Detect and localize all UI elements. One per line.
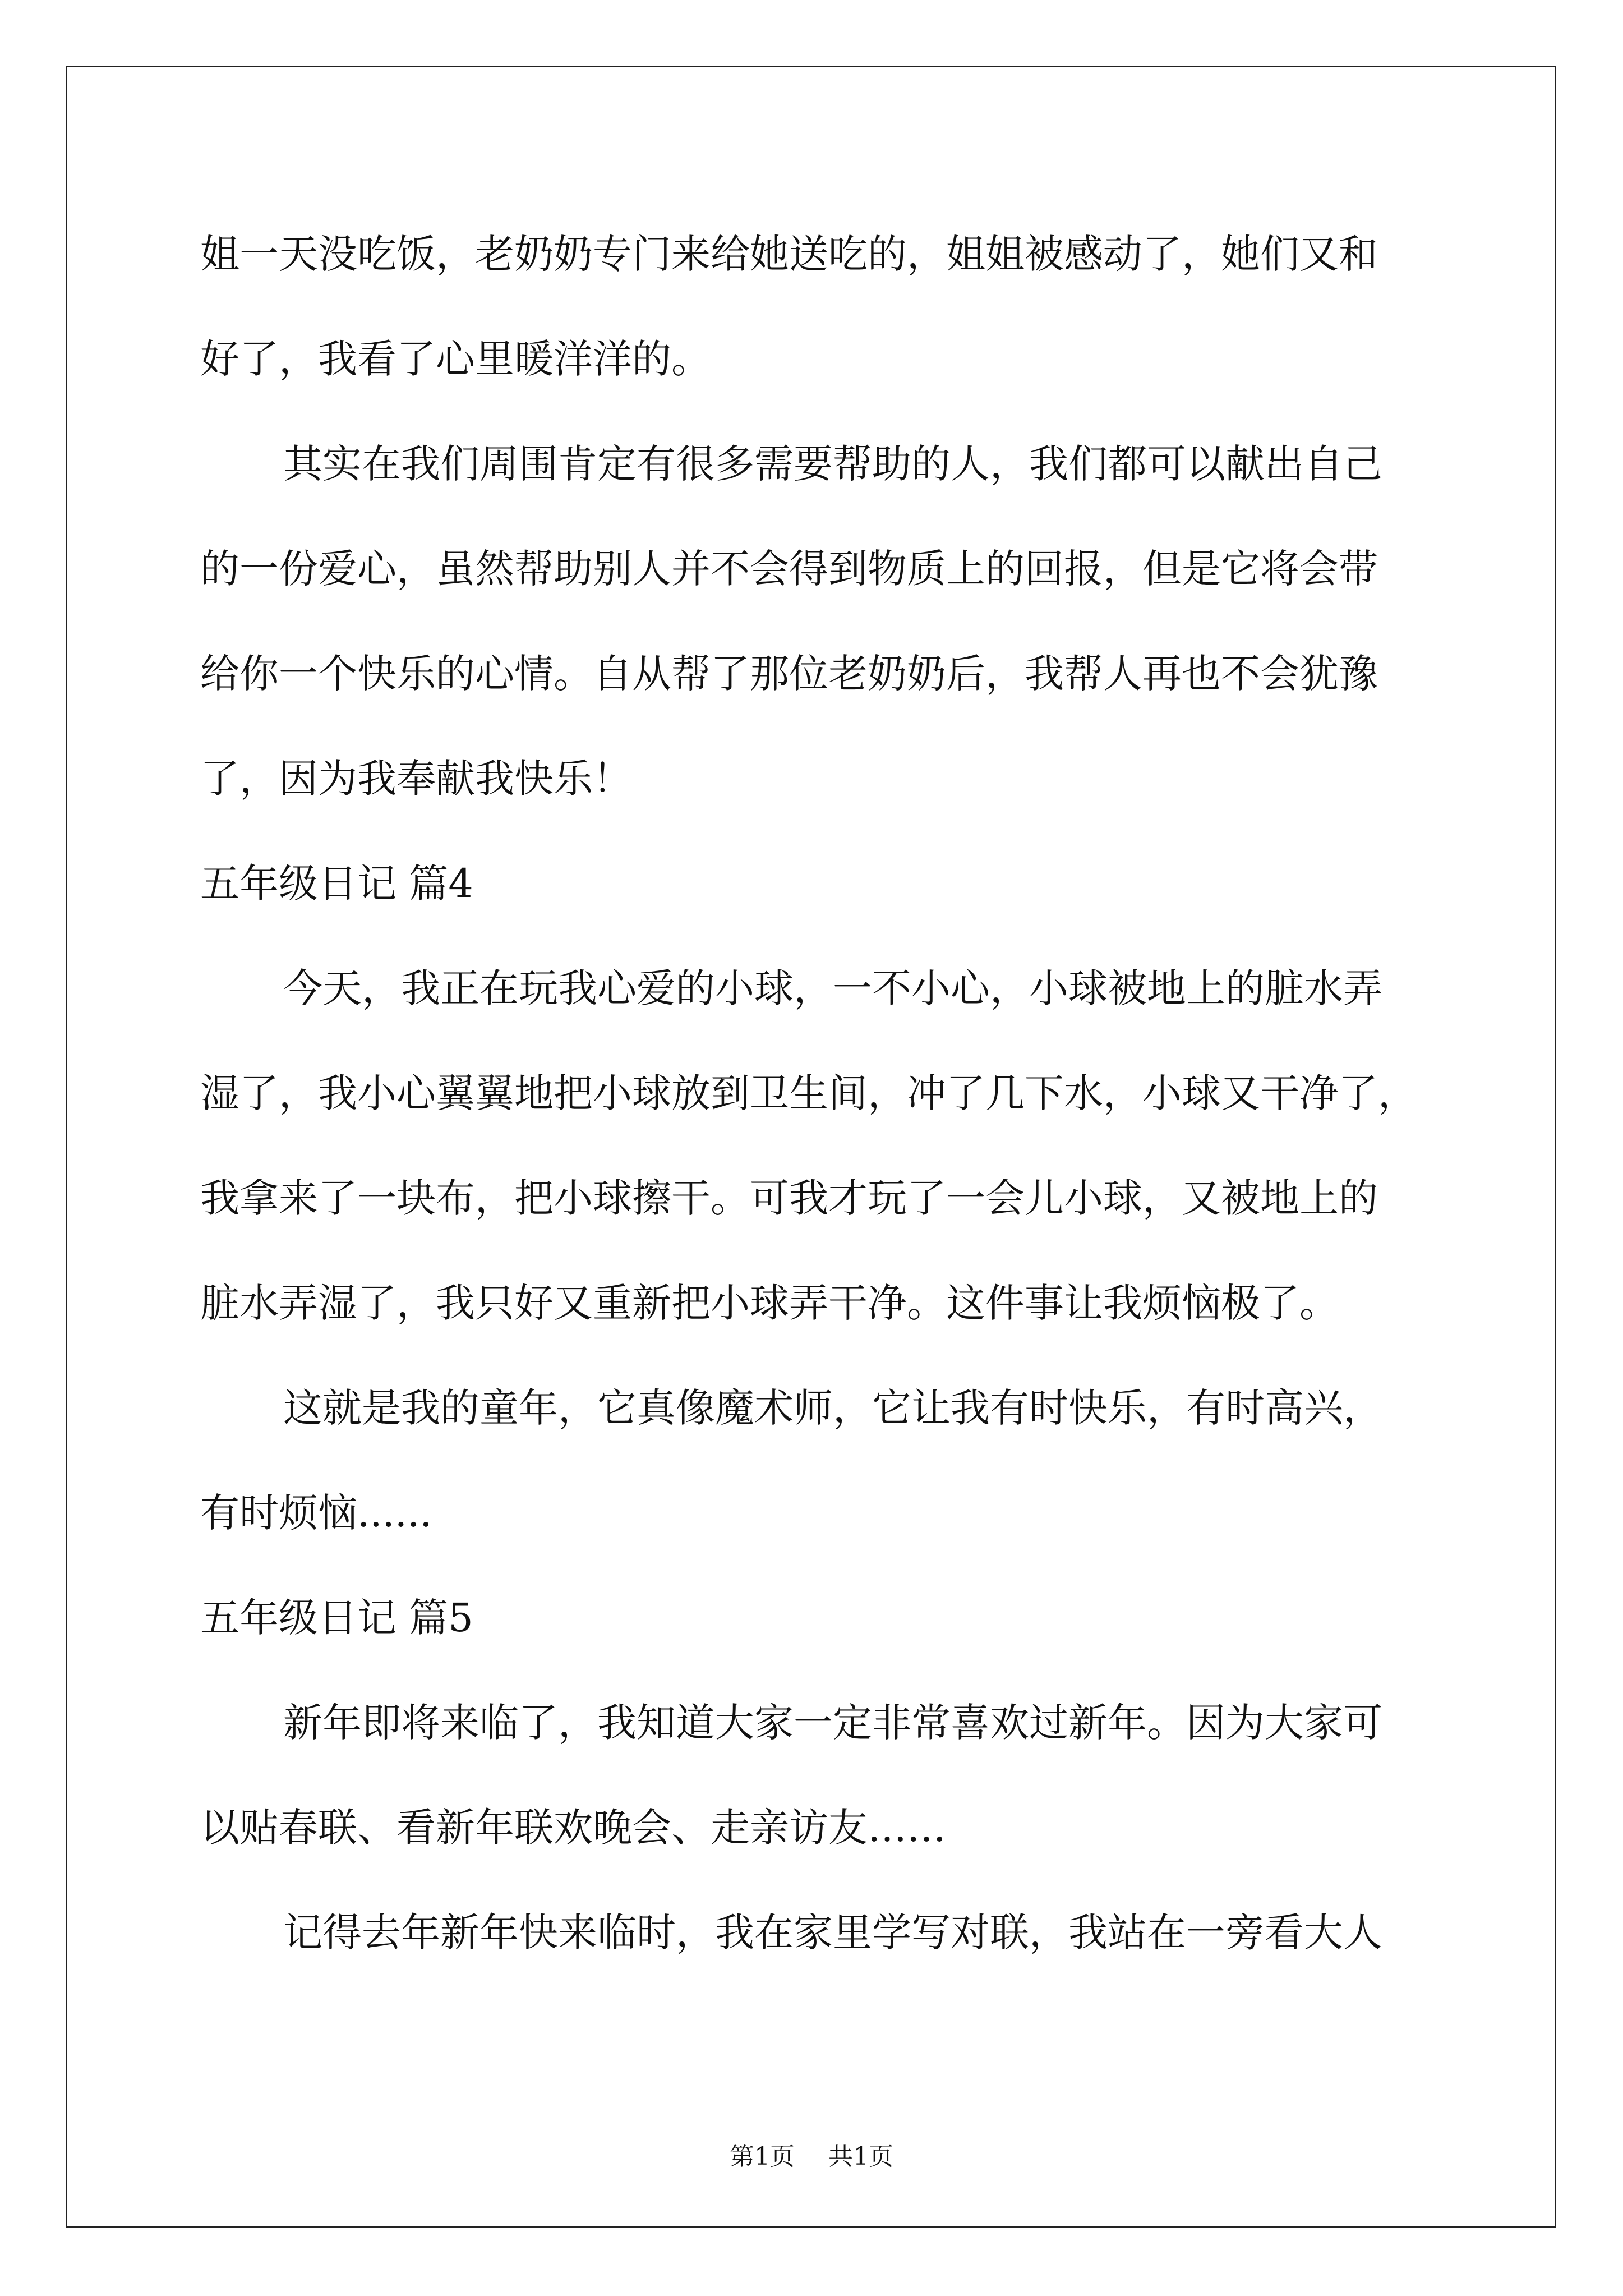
text-line: 脏水弄湿了，我只好又重新把小球弄干净。这件事让我烦恼极了。 <box>200 1280 1339 1326</box>
paragraph-start: 这就是我的童年，它真像魔术师，它让我有时快乐，有时高兴， <box>283 1385 1382 1431</box>
text-line: 有时烦恼...... <box>200 1490 432 1536</box>
page-number: 第1页 <box>730 2142 795 2171</box>
text-line: 姐一天没吃饭，老奶奶专门来给她送吃的，姐姐被感动了，她们又和 <box>200 231 1378 277</box>
page-total: 共1页 <box>828 2142 893 2171</box>
paragraph-start: 其实在我们周围肯定有很多需要帮助的人，我们都可以献出自己 <box>283 441 1382 487</box>
section-heading: 五年级日记 篇4 <box>200 861 473 907</box>
section-heading: 五年级日记 篇5 <box>200 1595 473 1641</box>
paragraph-start: 记得去年新年快来临时，我在家里学写对联，我站在一旁看大人 <box>283 1910 1382 1955</box>
text-line: 的一份爱心，虽然帮助别人并不会得到物质上的回报，但是它将会带 <box>200 546 1378 592</box>
text-line: 我拿来了一块布，把小球擦干。可我才玩了一会儿小球，又被地上的 <box>200 1175 1378 1221</box>
paragraph-start: 新年即将来临了，我知道大家一定非常喜欢过新年。因为大家可 <box>283 1700 1382 1746</box>
document-body <box>200 202 1428 1985</box>
text-line: 了，因为我奉献我快乐！ <box>200 756 632 802</box>
text-line: 湿了，我小心翼翼地把小球放到卫生间，冲了几下水，小球又干净了， <box>200 1070 1417 1116</box>
text-line: 好了，我看了心里暖洋洋的。 <box>200 336 711 382</box>
paragraph-start: 今天，我正在玩我心爱的小球，一不小心，小球被地上的脏水弄 <box>283 965 1382 1011</box>
text-line: 给你一个快乐的心情。自从帮了那位老奶奶后，我帮人再也不会犹豫 <box>200 651 1378 697</box>
text-line: 以贴春联、看新年联欢晚会、走亲访友…… <box>200 1805 946 1851</box>
page-footer <box>0 2140 1623 2174</box>
